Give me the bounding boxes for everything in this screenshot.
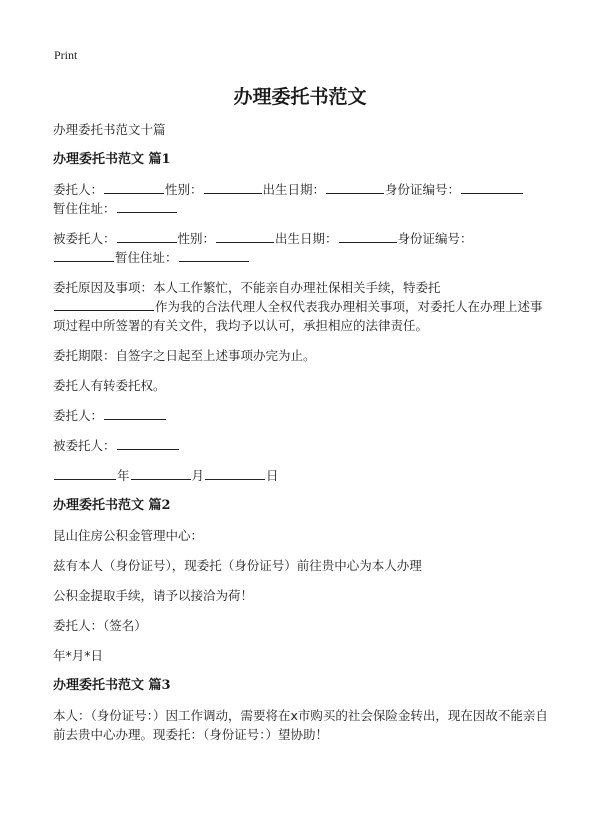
- blank-field: [179, 248, 249, 262]
- blank-field: [54, 248, 114, 262]
- label-birthdate: 出生日期：: [275, 231, 338, 246]
- label-day: 日: [266, 468, 279, 483]
- section-heading-3: 办理委托书范文 篇3: [53, 678, 171, 693]
- label-principal: 委托人：: [53, 182, 104, 197]
- blank-field: [216, 229, 274, 243]
- section-heading-1: 办理委托书范文 篇1: [53, 152, 171, 167]
- blank-field: [461, 180, 523, 194]
- reason-text-a: 委托原因及事项：本人工作繁忙，不能亲自办理社保相关手续，特委托: [53, 280, 441, 295]
- blank-field: [117, 229, 177, 243]
- section-heading-2: 办理委托书范文 篇2: [53, 498, 171, 513]
- reason-text-b: 作为我的合法代理人全权代表我办理相关事项，对委托人在办理上述事项过程中所签署的有关文件，我均予以认可，承担相应的法律责任。: [53, 299, 543, 333]
- label-birthdate: 出生日期：: [262, 182, 326, 197]
- label-agent: 被委托人：: [53, 438, 116, 453]
- principal-signature: 委托人：（签名）: [53, 618, 147, 633]
- label-month: 月: [191, 468, 205, 483]
- blank-field: [104, 406, 166, 420]
- label-principal: 委托人：: [53, 408, 104, 423]
- label-address: 暂住住址：: [115, 250, 178, 265]
- addressee: 昆山住房公积金管理中心：: [53, 528, 204, 543]
- document-body: [53, 120, 553, 755]
- label-address: 暂住住址：: [53, 201, 116, 216]
- date-line: [53, 466, 553, 485]
- agent-info: [53, 229, 553, 267]
- delegation-period: 委托期限：自签字之日起至上述事项办完为止。: [53, 348, 316, 363]
- blank-field: [131, 466, 191, 480]
- blank-field: [104, 180, 164, 194]
- sub-delegation-right: 委托人有转委托权。: [53, 378, 166, 393]
- label-agent: 被委托人：: [53, 231, 116, 246]
- label-year: 年: [117, 468, 130, 483]
- blank-field: [54, 297, 154, 311]
- print-link[interactable]: Print: [54, 48, 78, 62]
- blank-field: [339, 229, 397, 243]
- agent-signature-line: [53, 436, 553, 455]
- label-gender: 性别：: [165, 182, 203, 197]
- principal-info: [53, 180, 553, 218]
- blank-field: [54, 466, 116, 480]
- date-text: 年*月*日: [53, 648, 104, 663]
- subtitle: 办理委托书范文十篇: [53, 122, 166, 137]
- delegation-reason: [53, 278, 553, 335]
- label-id-number: 身份证编号：: [397, 231, 473, 246]
- blank-field: [326, 180, 384, 194]
- blank-field: [117, 199, 177, 213]
- document-title: 办理委托书范文: [233, 86, 367, 108]
- blank-field: [204, 180, 262, 194]
- blank-field: [205, 466, 265, 480]
- label-id-number: 身份证编号：: [385, 182, 461, 197]
- body-text: 兹有本人（身份证号），现委托（身份证号）前往贵中心为本人办理: [53, 558, 422, 573]
- body-text: 本人：（身份证号：）因工作调动，需要将在x市购买的社会保险金转出，现在因故不能亲自前去贵中心办理。现委托：（身份证号：）望协助！: [53, 708, 548, 742]
- blank-field: [117, 436, 179, 450]
- body-text: 公积金提取手续，请予以接洽为荷！: [53, 588, 254, 603]
- principal-signature-line: [53, 406, 553, 425]
- label-gender: 性别：: [177, 231, 216, 246]
